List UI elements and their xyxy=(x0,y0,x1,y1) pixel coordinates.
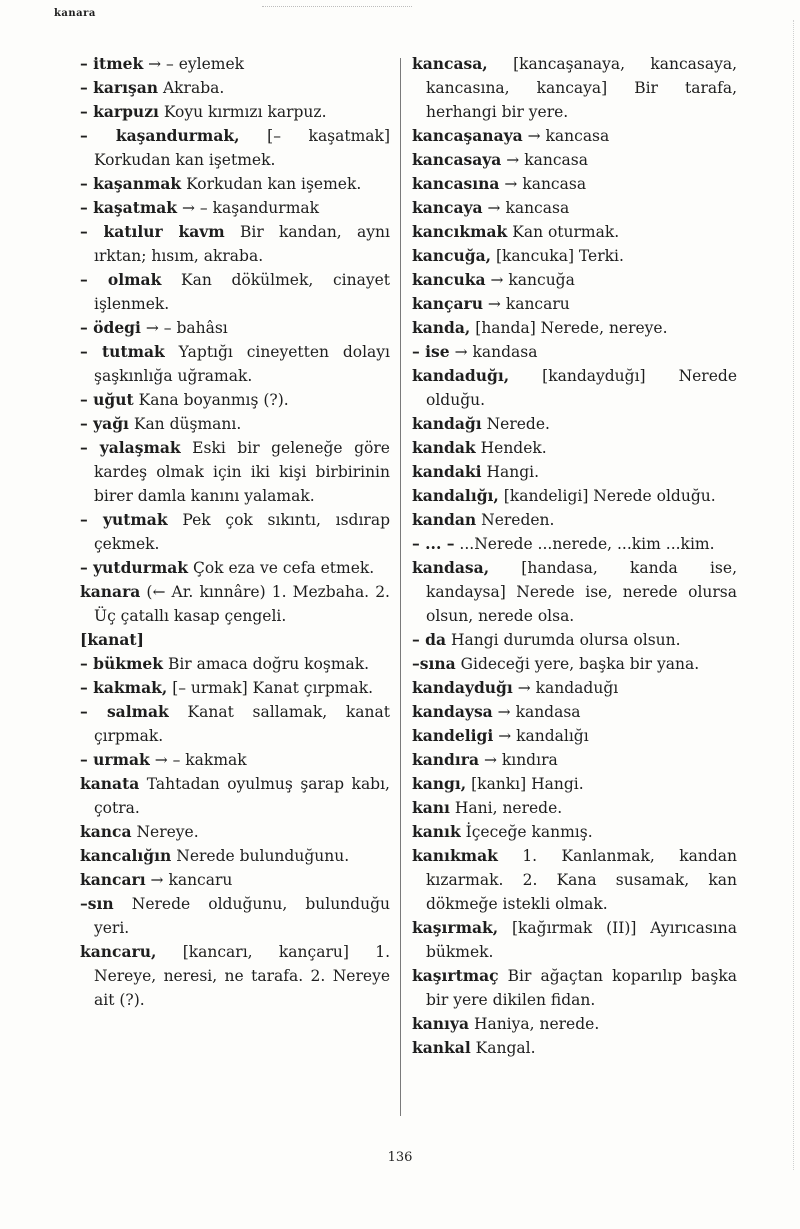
entry-headword: – itmek xyxy=(80,54,144,73)
entry-definition: → kandasa xyxy=(497,703,581,721)
entry-headword: kandeligi xyxy=(412,726,494,745)
entry-headword: kanata xyxy=(80,774,140,793)
dictionary-entry xyxy=(80,868,390,892)
entry-definition: [– kaşatmak] Korkudan kan işetmek. xyxy=(94,127,390,169)
entry-definition: [– urmak] Kanat çırpmak. xyxy=(172,679,374,697)
entry-headword: – ... – xyxy=(412,534,455,553)
entry-definition: Kan oturmak. xyxy=(512,223,620,241)
dictionary-entry xyxy=(80,412,390,436)
entry-headword: kandan xyxy=(412,510,477,529)
entry-definition: [kandeligi] Nerede olduğu. xyxy=(503,487,716,505)
dictionary-entry xyxy=(412,220,737,244)
dictionary-entry xyxy=(412,532,737,556)
entry-headword: – urmak xyxy=(80,750,150,769)
entry-headword: – karpuzı xyxy=(80,102,159,121)
running-head: kanara xyxy=(54,8,96,19)
entry-headword: – da xyxy=(412,630,447,649)
dictionary-entry xyxy=(412,364,737,412)
entry-headword: – tutmak xyxy=(80,342,165,361)
entry-definition: → – bahâsı xyxy=(145,319,228,337)
column-divider xyxy=(400,58,401,1116)
entry-headword: kaşırtmaç xyxy=(412,966,499,985)
entry-definition: [kancuka] Terki. xyxy=(495,247,624,265)
entry-headword: – olmak xyxy=(80,270,162,289)
entry-definition: → kancuğa xyxy=(490,271,575,289)
dictionary-entry xyxy=(412,412,737,436)
entry-definition: → kandasa xyxy=(454,343,538,361)
dictionary-entry xyxy=(412,124,737,148)
dictionary-entry xyxy=(412,148,737,172)
dictionary-entry xyxy=(80,820,390,844)
entry-headword: kancaşanaya xyxy=(412,126,523,145)
dictionary-entry xyxy=(80,220,390,268)
dictionary-entry xyxy=(412,724,737,748)
entry-definition: Hendek. xyxy=(480,439,547,457)
entry-headword: kancasına xyxy=(412,174,500,193)
entry-headword: kancasa, xyxy=(412,54,488,73)
entry-definition: Hani, nerede. xyxy=(454,799,563,817)
dictionary-entry xyxy=(80,940,390,1012)
dictionary-entry xyxy=(412,244,737,268)
entry-definition: Koyu kırmızı karpuz. xyxy=(163,103,327,121)
entry-definition: → kancaru xyxy=(150,871,233,889)
entry-definition: 1. Kanlanmak, kandan kızarmak. 2. Kana susamak, kan dökmeğe istekli olmak. xyxy=(426,847,737,913)
dictionary-entry xyxy=(412,556,737,628)
entry-definition: Gideceği yere, başka bir yana. xyxy=(460,655,700,673)
dictionary-entry xyxy=(412,964,737,1012)
dictionary-entry xyxy=(412,628,737,652)
entry-definition: Kan düşmanı. xyxy=(133,415,242,433)
entry-definition: Akraba. xyxy=(162,79,225,97)
entry-headword: –sına xyxy=(412,654,456,673)
entry-headword: kandaysa xyxy=(412,702,493,721)
entry-definition: → kındıra xyxy=(483,751,558,769)
entry-headword: kancalığın xyxy=(80,846,172,865)
entry-definition: Kanat sallamak, kanat çırpmak. xyxy=(94,703,390,745)
entry-headword: kanıkmak xyxy=(412,846,498,865)
entry-headword: kancarı xyxy=(80,870,146,889)
entry-definition: İçeceğe kanmış. xyxy=(465,823,593,841)
entry-definition: [kankı] Hangi. xyxy=(471,775,584,793)
entry-definition: → – eylemek xyxy=(148,55,245,73)
entry-definition: [handa] Nerede, nereye. xyxy=(475,319,668,337)
dictionary-entry xyxy=(412,676,737,700)
entry-definition: [kancarı, kançaru] 1. Nereye, neresi, ne tarafa. 2. Nereye ait (?). xyxy=(94,943,390,1009)
entry-definition: → – kakmak xyxy=(154,751,247,769)
dictionary-entry xyxy=(412,460,737,484)
entry-headword: kandalığı, xyxy=(412,486,499,505)
dictionary-entry xyxy=(412,172,737,196)
entry-definition: → – kaşandurmak xyxy=(181,199,320,217)
dictionary-entry xyxy=(80,628,390,652)
dictionary-entry xyxy=(412,1036,737,1060)
entry-definition: → kancasa xyxy=(487,199,570,217)
entry-definition: Nerede bulunduğunu. xyxy=(176,847,350,865)
entry-headword: kandıra xyxy=(412,750,479,769)
dictionary-entry xyxy=(80,436,390,508)
entry-headword: kanıya xyxy=(412,1014,469,1033)
dictionary-entry xyxy=(412,796,737,820)
entry-definition: Nereden. xyxy=(481,511,555,529)
entry-definition: Nerede olduğunu, bulunduğu yeri. xyxy=(94,895,390,937)
dictionary-entry xyxy=(412,844,737,916)
entry-definition: → kancasa xyxy=(527,127,610,145)
entry-definition: → kandaduğı xyxy=(517,679,619,697)
dictionary-entry xyxy=(80,844,390,868)
entry-definition: [kandayduğı] Nerede olduğu. xyxy=(426,367,737,409)
scan-edge xyxy=(792,20,794,1170)
entry-definition: Bir ağaçtan koparılıp başka bir yere dikilen fidan. xyxy=(426,967,737,1009)
dictionary-entry xyxy=(412,292,737,316)
dictionary-entry xyxy=(80,76,390,100)
dictionary-entry xyxy=(80,556,390,580)
entry-headword: kançaru xyxy=(412,294,483,313)
dictionary-entry xyxy=(412,916,737,964)
entry-headword: – yutdurmak xyxy=(80,558,189,577)
entry-headword: kangı, xyxy=(412,774,467,793)
entry-definition: Tahtadan oyulmuş şarap kabı, çotra. xyxy=(94,775,390,817)
entry-headword: [kanat] xyxy=(80,630,144,649)
entry-headword: kancasaya xyxy=(412,150,502,169)
entry-definition: [kancaşanaya, kancasaya, kancasına, kancaya] Bir tarafa, herhangi bir yere. xyxy=(426,55,737,121)
entry-headword: – bükmek xyxy=(80,654,163,673)
entry-headword: – katılur kavm xyxy=(80,222,225,241)
entry-headword: – ise xyxy=(412,342,450,361)
entry-definition: [handasa, kanda ise, kandaysa] Nerede ise, nerede olursa olsun, nerede olsa. xyxy=(426,559,737,625)
entry-definition: → kancaru xyxy=(487,295,570,313)
dictionary-entry xyxy=(80,316,390,340)
dictionary-entry xyxy=(80,268,390,316)
dictionary-entry xyxy=(412,484,737,508)
dictionary-entry xyxy=(80,676,390,700)
dictionary-entry xyxy=(80,700,390,748)
dictionary-entry xyxy=(80,892,390,940)
entry-headword: kanca xyxy=(80,822,132,841)
entry-definition: Nerede. xyxy=(486,415,550,433)
dictionary-entry xyxy=(412,196,737,220)
entry-definition: Haniya, nerede. xyxy=(473,1015,600,1033)
entry-headword: kandaki xyxy=(412,462,482,481)
entry-definition: (← Ar. kınnâre) 1. Mezbaha. 2. Üç çatallı kasap çengeli. xyxy=(94,583,390,625)
entry-headword: kanara xyxy=(80,582,141,601)
entry-definition: Pek çok sıkıntı, ısdırap çekmek. xyxy=(94,511,390,553)
entry-definition: Korkudan kan işemek. xyxy=(186,175,362,193)
entry-definition: Yaptığı cineyetten dolayı şaşkınlığa uğramak. xyxy=(94,343,390,385)
dictionary-entry xyxy=(412,820,737,844)
entry-headword: – yağı xyxy=(80,414,129,433)
entry-headword: – kakmak, xyxy=(80,678,168,697)
entry-definition: Eski bir geleneğe göre kardeş olmak için iki kişi birbirinin birer damla kanını yalamak. xyxy=(94,439,390,505)
dictionary-entry xyxy=(412,772,737,796)
dictionary-entry xyxy=(80,100,390,124)
page-number: 136 xyxy=(387,1150,413,1165)
entry-headword: kancıkmak xyxy=(412,222,508,241)
entry-definition: Nereye. xyxy=(136,823,199,841)
entry-headword: – karışan xyxy=(80,78,159,97)
dictionary-entry xyxy=(80,340,390,388)
dictionary-entry xyxy=(412,748,737,772)
entry-headword: kanda, xyxy=(412,318,471,337)
entry-definition: Bir kandan, aynı ırktan; hısım, akraba. xyxy=(94,223,390,265)
entry-headword: – uğut xyxy=(80,390,134,409)
entry-definition: ...Nerede ...nerede, ...kim ...kim. xyxy=(459,535,715,553)
entry-headword: kancaru, xyxy=(80,942,157,961)
entry-definition: Hangi. xyxy=(486,463,540,481)
dictionary-entry xyxy=(80,388,390,412)
scan-rule xyxy=(262,6,412,7)
entry-definition: [kağırmak (II)] Ayırıcasına bükmek. xyxy=(426,919,737,961)
entry-definition: → kandalığı xyxy=(498,727,589,745)
entry-headword: – kaşandurmak, xyxy=(80,126,240,145)
entry-headword: – ödegi xyxy=(80,318,141,337)
entry-headword: kandayduğı xyxy=(412,678,513,697)
entry-definition: → kancasa xyxy=(506,151,588,169)
entry-definition: Kan dökülmek, cinayet işlenmek. xyxy=(94,271,390,313)
entry-headword: kaşırmak, xyxy=(412,918,499,937)
entry-headword: –sın xyxy=(80,894,114,913)
dictionary-entry xyxy=(412,436,737,460)
dictionary-entry xyxy=(412,508,737,532)
entry-definition: Hangi durumda olursa olsun. xyxy=(450,631,681,649)
entry-headword: – kaşatmak xyxy=(80,198,178,217)
dictionary-entry xyxy=(80,748,390,772)
entry-headword: kancuka xyxy=(412,270,486,289)
entry-headword: kancaya xyxy=(412,198,483,217)
entry-headword: – yutmak xyxy=(80,510,168,529)
dictionary-entry xyxy=(412,340,737,364)
entry-headword: kanı xyxy=(412,798,450,817)
dictionary-entry xyxy=(80,652,390,676)
entry-headword: kandağı xyxy=(412,414,482,433)
entry-headword: – salmak xyxy=(80,702,169,721)
entry-definition: Kangal. xyxy=(475,1039,536,1057)
dictionary-entry xyxy=(80,124,390,172)
entry-headword: kancuğa, xyxy=(412,246,492,265)
dictionary-entry xyxy=(412,268,737,292)
dictionary-entry xyxy=(80,52,390,76)
entry-definition: Çok eza ve cefa etmek. xyxy=(192,559,375,577)
entry-definition: Bir amaca doğru koşmak. xyxy=(167,655,370,673)
dictionary-entry xyxy=(412,700,737,724)
dictionary-entry xyxy=(412,1012,737,1036)
entry-headword: kankal xyxy=(412,1038,471,1057)
dictionary-entry xyxy=(80,580,390,628)
entry-definition: → kancasa xyxy=(504,175,587,193)
entry-headword: kandasa, xyxy=(412,558,490,577)
dictionary-entry xyxy=(80,772,390,820)
dictionary-entry xyxy=(80,196,390,220)
entry-headword: – yalaşmak xyxy=(80,438,181,457)
entry-headword: – kaşanmak xyxy=(80,174,182,193)
dictionary-entry xyxy=(412,652,737,676)
entry-headword: kandaduğı, xyxy=(412,366,510,385)
dictionary-entry xyxy=(412,316,737,340)
entry-definition: Kana boyanmış (?). xyxy=(138,391,289,409)
right-column xyxy=(412,52,737,1060)
dictionary-entry xyxy=(80,508,390,556)
dictionary-entry xyxy=(80,172,390,196)
entry-headword: kanık xyxy=(412,822,461,841)
entry-headword: kandak xyxy=(412,438,476,457)
dictionary-entry xyxy=(412,52,737,124)
left-column xyxy=(80,52,390,1012)
